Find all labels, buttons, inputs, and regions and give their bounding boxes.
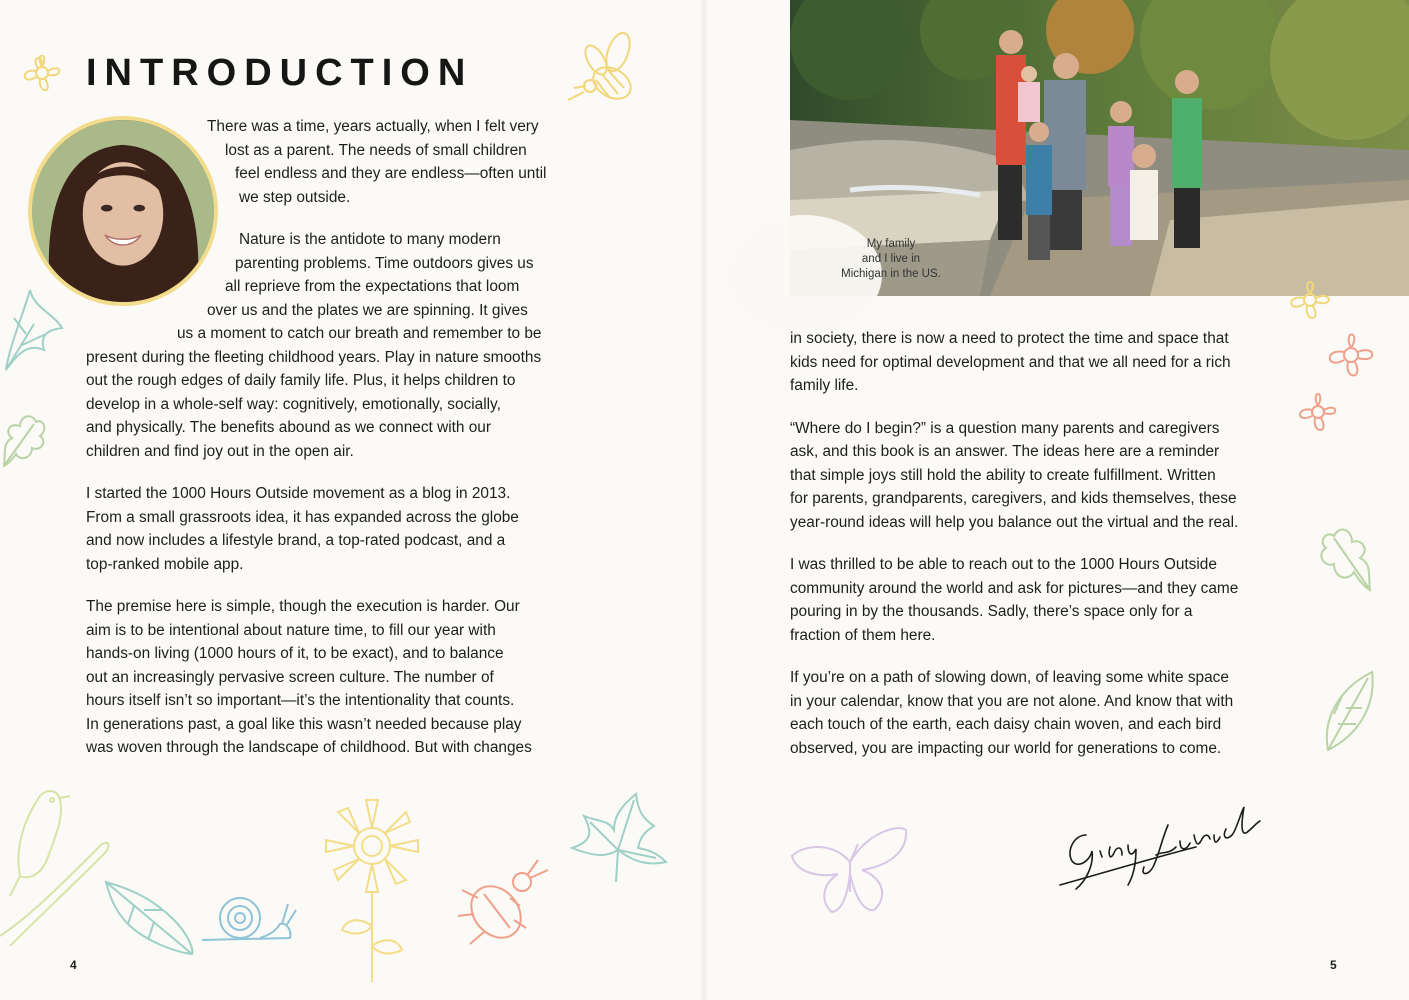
text-line: over us and the plates we are spinning. It gives — [207, 301, 528, 319]
bird-icon — [0, 776, 116, 946]
paragraph — [790, 553, 1290, 647]
text-line: aim is to be intentional about nature time, to fill our year with — [86, 621, 496, 639]
text-line: was woven through the landscape of childhood. But with changes — [86, 739, 532, 756]
text-line: and now includes a lifestyle brand, a top-rated podcast, and a — [86, 532, 506, 549]
paragraph — [86, 115, 572, 209]
chapter-title: INTRODUCTION — [86, 52, 474, 94]
text-line: year-round ideas will help you balance out the virtual and the real. — [790, 513, 1239, 531]
bee-icon — [566, 28, 652, 118]
text-line: that simple joys still hold the ability to create fulfillment. Written — [790, 466, 1216, 484]
text-line: present during the fleeting childhood years. Play in nature smooths — [86, 348, 542, 366]
text-line: out the rough edges of daily family life. Plus, it helps children to — [86, 372, 516, 389]
text-line: and physically. The benefits abound as we connect with our — [86, 419, 491, 436]
maple-leaf-icon — [568, 792, 668, 886]
paragraph — [86, 228, 572, 463]
caption-line: My family — [866, 238, 916, 250]
text-line: fraction of them here. — [790, 626, 936, 644]
right-page — [704, 0, 1409, 1000]
paragraph — [790, 666, 1290, 760]
left-page — [0, 0, 704, 1000]
text-line: I started the 1000 Hours Outside movement as a blog in 2013. — [86, 485, 511, 502]
text-line: develop in a whole-self way: cognitively, emotionally, socially, — [86, 395, 501, 413]
text-line: ask, and this book is an answer. The ideas here are a reminder — [790, 443, 1220, 460]
text-line: us a moment to catch our breath and remember to be — [177, 325, 542, 342]
text-line: in society, there is now a need to protect the time and space that — [790, 330, 1229, 347]
text-line: In generations past, a goal like this wasn’t needed because play — [86, 715, 522, 733]
text-line: From a small grassroots idea, it has expanded across the globe — [86, 508, 519, 526]
text-line: each touch of the earth, each daisy chain woven, and each bird — [790, 716, 1222, 733]
leaf-icon — [104, 880, 196, 956]
flower-icon — [14, 48, 70, 98]
oak-leaf-icon — [1310, 508, 1374, 594]
text-line: kids need for optimal development and that we all need for a rich — [790, 353, 1231, 371]
paragraph — [86, 482, 572, 576]
caption-line: and I live in — [861, 253, 921, 265]
text-line: family life. — [790, 377, 859, 394]
text-line: There was a time, years actually, when I felt very — [207, 118, 539, 135]
text-line: The premise here is simple, though the execution is harder. Our — [86, 598, 520, 615]
flower-icon — [1280, 274, 1340, 326]
beetle-icon — [456, 856, 552, 948]
text-line: for parents, grandparents, caregivers, and kids themselves, these — [790, 490, 1237, 507]
page-number: 4 — [70, 958, 77, 972]
text-line: community around the world and ask for pictures—and they came — [790, 579, 1239, 597]
text-line: all reprieve from the expectations that loom — [225, 278, 520, 295]
oak-leaf-icon — [0, 408, 50, 470]
right-body-text — [790, 327, 1290, 779]
flower-icon — [1290, 386, 1346, 438]
text-line: If you’re on a path of slowing down, of leaving some white space — [790, 669, 1229, 686]
text-line: parenting problems. Time outdoors gives us — [235, 254, 534, 272]
paragraph — [86, 595, 572, 760]
paragraph — [790, 327, 1290, 398]
text-line: Nature is the antidote to many modern — [239, 231, 501, 248]
text-line: in your calendar, know that you are not alone. And know that with — [790, 692, 1234, 710]
text-line: out an increasingly pervasive screen culture. The number of — [86, 668, 494, 686]
book-gutter — [700, 0, 708, 1000]
left-body-text — [86, 115, 572, 779]
text-line: hands-on living (1000 hours of it, to be exact), and to balance — [86, 645, 504, 662]
text-line: we step outside. — [239, 188, 351, 206]
caption-line: Michigan in the US. — [841, 268, 941, 280]
text-line: top-ranked mobile app. — [86, 555, 244, 573]
page-number: 5 — [1330, 958, 1337, 972]
flower-icon — [1320, 326, 1382, 384]
text-line: pouring in by the thousands. Sadly, there’s space only for a — [790, 603, 1193, 620]
paragraph — [790, 417, 1290, 535]
sunflower-icon — [322, 796, 422, 986]
butterfly-icon — [788, 822, 912, 918]
author-signature — [1056, 795, 1286, 895]
leaf-icon — [1320, 668, 1376, 754]
text-line: “Where do I begin?” is a question many parents and caregivers — [790, 419, 1220, 437]
photo-caption — [824, 237, 958, 282]
text-line: feel endless and they are endless—often until — [235, 165, 547, 182]
text-line: children and find joy out in the open air. — [86, 442, 354, 460]
snail-icon — [200, 894, 300, 944]
text-line: hours itself isn’t so important—it’s the intentionality that counts. — [86, 692, 515, 709]
leaf-icon — [0, 284, 68, 374]
text-line: observed, you are impacting our world for generations to come. — [790, 739, 1222, 757]
text-line: lost as a parent. The needs of small children — [225, 141, 527, 159]
text-line: I was thrilled to be able to reach out to the 1000 Hours Outside — [790, 556, 1217, 573]
